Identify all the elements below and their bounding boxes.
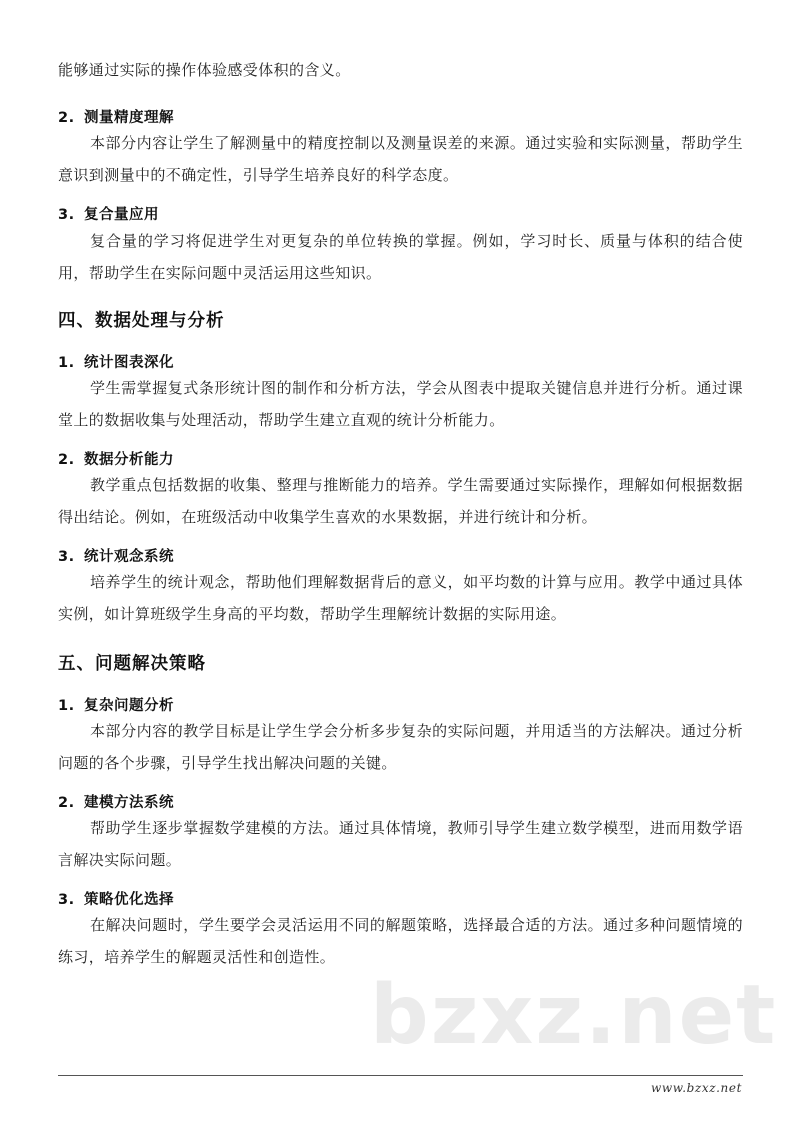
- subheading-number: 2.: [58, 795, 75, 811]
- subheading-strategy-optimization: [58, 888, 174, 909]
- subheading-measurement-precision: [58, 106, 174, 127]
- footer-divider: [58, 1075, 743, 1076]
- subheading-title: 复合量应用: [84, 207, 159, 223]
- paragraph-complex-problem: 本部分内容的教学目标是让学生学会分析多步复杂的实际问题，并用适当的方法解决。通过分析问题的各个步骤，引导学生找出解决问题的关键。: [58, 722, 743, 772]
- subheading-complex-problem: [58, 694, 174, 715]
- subheading-statistical-charts: [58, 351, 174, 372]
- subheading-number: 3.: [58, 892, 75, 908]
- subheading-title: 统计观念系统: [84, 549, 174, 565]
- subheading-number: 2.: [58, 452, 75, 468]
- section-heading-problem-solving: 五、问题解决策略: [58, 654, 206, 674]
- paragraph-modeling-method: 帮助学生逐步掌握数学建模的方法。通过具体情境，教师引导学生建立数学模型，进而用数学语言解决实际问题。: [58, 819, 743, 869]
- paragraph-compound-quantity: 复合量的学习将促进学生对更复杂的单位转换的掌握。例如，学习时长、质量与体积的结合使用，帮助学生在实际问题中灵活运用这些知识。: [58, 232, 743, 282]
- subheading-number: 3.: [58, 207, 75, 223]
- footer-url: www.bzxz.net: [651, 1081, 742, 1095]
- subheading-data-analysis-ability: [58, 448, 174, 469]
- paragraph-statistical-charts: 学生需掌握复式条形统计图的制作和分析方法，学会从图表中提取关键信息并进行分析。通过课堂上的数据收集与处理活动，帮助学生建立直观的统计分析能力。: [58, 379, 743, 429]
- subheading-title: 策略优化选择: [84, 892, 174, 908]
- subheading-number: 1.: [58, 355, 75, 371]
- paragraph-data-analysis-ability: 教学重点包括数据的收集、整理与推断能力的培养。学生需要通过实际操作，理解如何根据数据得出结论。例如，在班级活动中收集学生喜欢的水果数据，并进行统计和分析。: [58, 476, 743, 526]
- subheading-statistical-concept: [58, 545, 174, 566]
- subheading-title: 建模方法系统: [84, 795, 174, 811]
- watermark: bzxz.net: [370, 968, 778, 1063]
- subheading-number: 3.: [58, 549, 75, 565]
- subheading-title: 统计图表深化: [84, 355, 174, 371]
- paragraph-statistical-concept: 培养学生的统计观念，帮助他们理解数据背后的意义，如平均数的计算与应用。教学中通过具体实例，如计算班级学生身高的平均数，帮助学生理解统计数据的实际用途。: [58, 573, 743, 623]
- subheading-compound-quantity: [58, 203, 159, 224]
- subheading-number: 1.: [58, 698, 75, 714]
- subheading-title: 复杂问题分析: [84, 698, 174, 714]
- paragraph-strategy-optimization: 在解决问题时，学生要学会灵活运用不同的解题策略，选择最合适的方法。通过多种问题情境的练习，培养学生的解题灵活性和创造性。: [58, 916, 743, 966]
- subheading-number: 2.: [58, 110, 75, 126]
- intro-paragraph: 能够通过实际的操作体验感受体积的含义。: [58, 61, 351, 79]
- subheading-title: 数据分析能力: [84, 452, 174, 468]
- paragraph-measurement-precision: 本部分内容让学生了解测量中的精度控制以及测量误差的来源。通过实验和实际测量，帮助学生意识到测量中的不确定性，引导学生培养良好的科学态度。: [58, 134, 743, 184]
- section-heading-data-analysis: 四、数据处理与分析: [58, 311, 225, 331]
- subheading-title: 测量精度理解: [84, 110, 174, 126]
- subheading-modeling-method: [58, 791, 174, 812]
